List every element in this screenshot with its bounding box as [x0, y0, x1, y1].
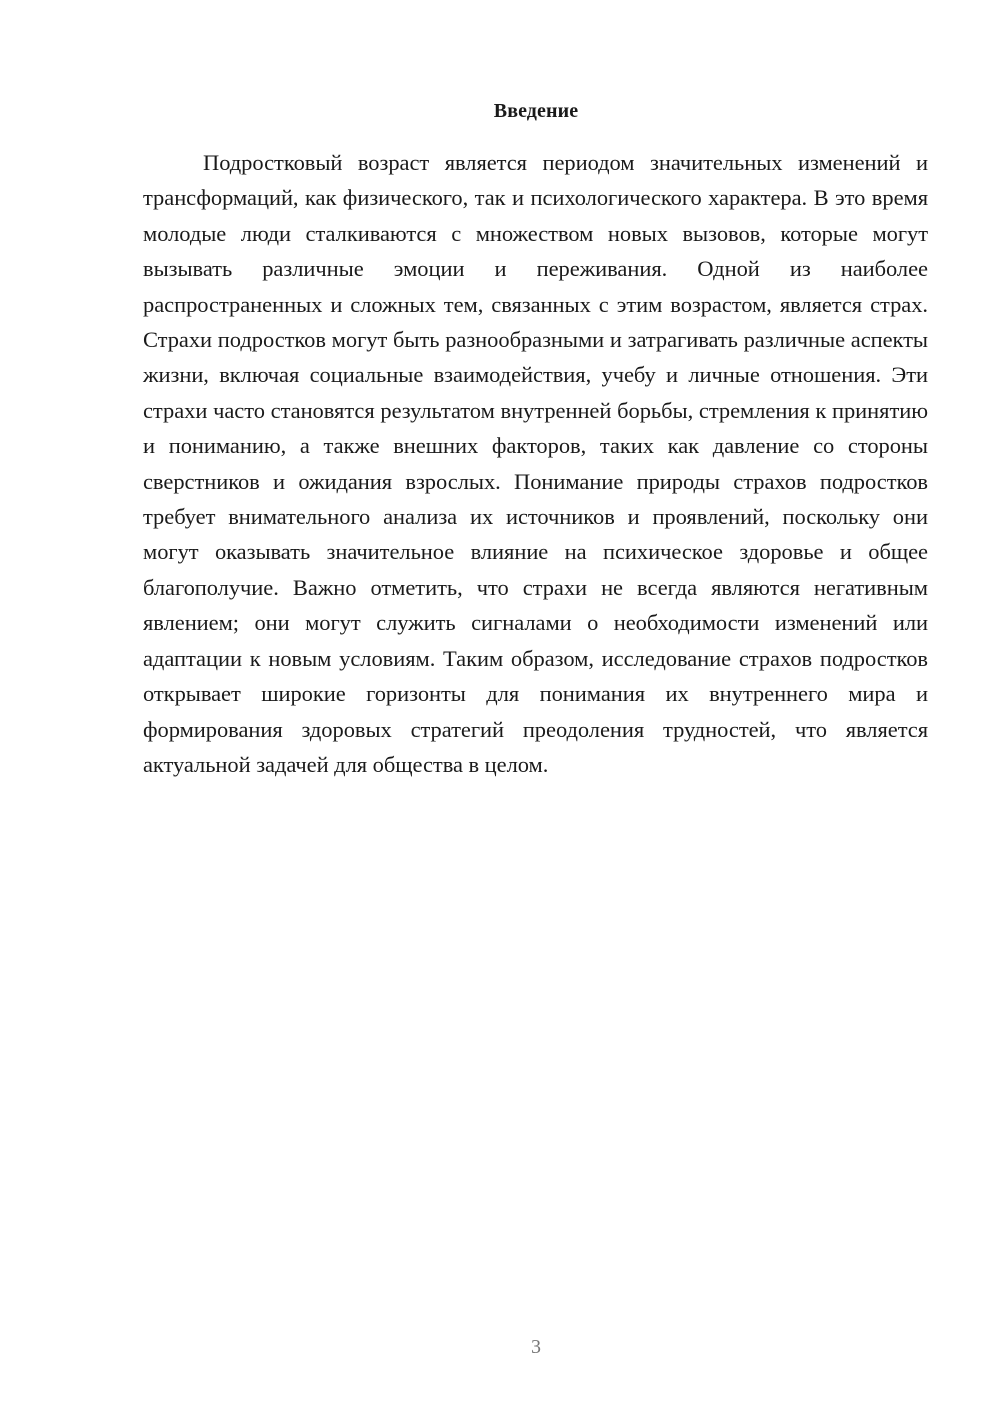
page-number: 3 — [531, 1336, 541, 1358]
body-paragraph: Подростковый возраст является периодом значительных изменений и трансформаций, как физического, так и психологического характера. В это время молодые люди сталкиваются с множеством новых вызовов, которые могут вызывать различные эмоции и переживания. Одной из наиболее распространенных и сложных тем, связанных с этим возрастом, является страх. Страхи подростков могут быть разнообразными и затрагивать различные аспекты жизни, включая социальные взаимодействия, учебу и личные отношения. Эти страхи часто становятся результатом внутренней борьбы, стремления к принятию и пониманию, а также внешних факторов, таких как давление со стороны сверстников и ожидания взрослых. Понимание природы страхов подростков требует внимательного анализа их источников и проявлений, поскольку они могут оказывать значительное влияние на психическое здоровье и общее благополучие. Важно отметить, что страхи не всегда являются негативным явлением; они могут служить сигналами о необходимости изменений или адаптации к новым условиям. Таким образом, исследование страхов подростков открывает широкие горизонты для понимания их внутреннего мира и формирования здоровых стратегий преодоления трудностей, что является актуальной задачей для общества в целом. — [143, 150, 928, 777]
section-heading: Введение — [493, 100, 579, 122]
